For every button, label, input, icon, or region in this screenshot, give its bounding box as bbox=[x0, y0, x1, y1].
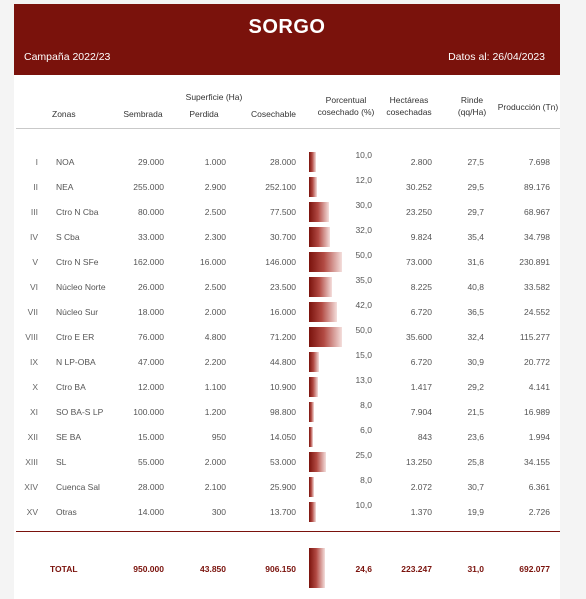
pct-value: 13,0 bbox=[355, 375, 372, 385]
hectareas-value: 73.000 bbox=[406, 257, 432, 267]
perdida-value: 1.100 bbox=[204, 382, 226, 392]
header-cosechadas: cosechadas bbox=[386, 107, 432, 117]
total-divider bbox=[16, 531, 560, 532]
perdida-value: 950 bbox=[211, 432, 226, 442]
cosechable-value: 98.800 bbox=[270, 407, 296, 417]
zone-name: SE BA bbox=[56, 432, 82, 442]
zone-number: IV bbox=[29, 232, 38, 242]
pct-bar bbox=[309, 152, 316, 172]
sembrada-value: 12.000 bbox=[138, 382, 164, 392]
rinde-value: 36,5 bbox=[467, 307, 484, 317]
cosechable-value: 71.200 bbox=[270, 332, 296, 342]
zone-name: SL bbox=[56, 457, 67, 467]
zone-number: XII bbox=[27, 432, 38, 442]
pct-bar bbox=[309, 452, 326, 472]
hectareas-value: 23.250 bbox=[406, 207, 432, 217]
pct-bar bbox=[309, 402, 314, 422]
zone-number: III bbox=[30, 207, 38, 217]
pct-value: 8,0 bbox=[360, 400, 372, 410]
total-rinde: 31,0 bbox=[467, 564, 484, 574]
cosechable-value: 146.000 bbox=[265, 257, 296, 267]
header-perdida: Perdida bbox=[189, 109, 219, 119]
rinde-value: 25,8 bbox=[467, 457, 484, 467]
cosechable-value: 252.100 bbox=[265, 182, 296, 192]
produccion-value: 20.772 bbox=[524, 357, 550, 367]
zone-name: Cuenca Sal bbox=[56, 482, 100, 492]
pct-bar bbox=[309, 377, 318, 397]
data-date: Datos al: 26/04/2023 bbox=[448, 51, 545, 63]
zone-name: NOA bbox=[56, 157, 75, 167]
rinde-value: 27,5 bbox=[467, 157, 484, 167]
rinde-value: 21,5 bbox=[467, 407, 484, 417]
total-pct: 24,6 bbox=[355, 564, 372, 574]
perdida-value: 2.200 bbox=[204, 357, 226, 367]
zone-number: VI bbox=[29, 282, 38, 292]
cosechable-value: 16.000 bbox=[270, 307, 296, 317]
pct-value: 6,0 bbox=[360, 425, 372, 435]
hectareas-value: 35.600 bbox=[406, 332, 432, 342]
zone-name: S Cba bbox=[56, 232, 80, 242]
rinde-value: 35,4 bbox=[467, 232, 484, 242]
cosechable-value: 30.700 bbox=[270, 232, 296, 242]
produccion-value: 1.994 bbox=[528, 432, 550, 442]
sembrada-value: 14.000 bbox=[138, 507, 164, 517]
total-cosechable: 906.150 bbox=[265, 564, 296, 574]
produccion-value: 16.989 bbox=[524, 407, 550, 417]
zone-name: Ctro N SFe bbox=[56, 257, 99, 267]
pct-value: 50,0 bbox=[355, 250, 372, 260]
hectareas-value: 1.417 bbox=[410, 382, 432, 392]
sembrada-value: 162.000 bbox=[133, 257, 164, 267]
pct-value: 12,0 bbox=[355, 175, 372, 185]
cosechable-value: 77.500 bbox=[270, 207, 296, 217]
perdida-value: 1.200 bbox=[204, 407, 226, 417]
perdida-value: 4.800 bbox=[204, 332, 226, 342]
hectareas-value: 8.225 bbox=[410, 282, 432, 292]
produccion-value: 4.141 bbox=[528, 382, 550, 392]
perdida-value: 2.900 bbox=[204, 182, 226, 192]
pct-bar bbox=[309, 227, 330, 247]
pct-bar bbox=[309, 252, 342, 272]
cosechable-value: 25.900 bbox=[270, 482, 296, 492]
hectareas-value: 30.252 bbox=[406, 182, 432, 192]
pct-value: 50,0 bbox=[355, 325, 372, 335]
hectareas-value: 7.904 bbox=[410, 407, 432, 417]
header-superficie: Superficie (Ha) bbox=[185, 92, 243, 102]
rinde-value: 32,4 bbox=[467, 332, 484, 342]
sembrada-value: 55.000 bbox=[138, 457, 164, 467]
pct-bar bbox=[309, 352, 319, 372]
perdida-value: 16.000 bbox=[200, 257, 226, 267]
produccion-value: 89.176 bbox=[524, 182, 550, 192]
report-title: SORGO bbox=[248, 16, 326, 38]
cosechable-value: 23.500 bbox=[270, 282, 296, 292]
hectareas-value: 9.824 bbox=[410, 232, 432, 242]
pct-bar bbox=[309, 502, 316, 522]
header-zonas: Zonas bbox=[52, 109, 76, 119]
pct-bar bbox=[309, 427, 313, 447]
cosechable-value: 44.800 bbox=[270, 357, 296, 367]
sembrada-value: 80.000 bbox=[138, 207, 164, 217]
rinde-value: 29,7 bbox=[467, 207, 484, 217]
header-sembrada: Sembrada bbox=[123, 109, 163, 119]
campaign-label: Campaña 2022/23 bbox=[24, 51, 111, 63]
produccion-value: 34.155 bbox=[524, 457, 550, 467]
perdida-value: 2.000 bbox=[204, 307, 226, 317]
perdida-value: 2.300 bbox=[204, 232, 226, 242]
rinde-value: 31,6 bbox=[467, 257, 484, 267]
hectareas-value: 6.720 bbox=[410, 357, 432, 367]
header-rinde-unit: (qq/Ha) bbox=[457, 107, 487, 117]
zone-name: Ctro N Cba bbox=[56, 207, 99, 217]
pct-value: 32,0 bbox=[355, 225, 372, 235]
zone-name: Ctro BA bbox=[56, 382, 86, 392]
rinde-value: 19,9 bbox=[467, 507, 484, 517]
zone-number: IX bbox=[29, 357, 38, 367]
zone-name: SO BA-S LP bbox=[56, 407, 104, 417]
cosechable-value: 13.700 bbox=[270, 507, 296, 517]
zone-number: VII bbox=[27, 307, 38, 317]
cosechable-value: 53.000 bbox=[270, 457, 296, 467]
perdida-value: 1.000 bbox=[204, 157, 226, 167]
total-label: TOTAL bbox=[50, 564, 78, 574]
zone-number: XI bbox=[29, 407, 38, 417]
cosechable-value: 14.050 bbox=[270, 432, 296, 442]
produccion-value: 24.552 bbox=[524, 307, 550, 317]
zone-number: X bbox=[32, 382, 38, 392]
header-rinde: Rinde bbox=[460, 95, 484, 105]
zone-name: Núcleo Norte bbox=[56, 282, 106, 292]
header-cosechable: Cosechable bbox=[251, 109, 296, 119]
cosechable-value: 28.000 bbox=[270, 157, 296, 167]
total-perdida: 43.850 bbox=[200, 564, 226, 574]
rinde-value: 30,7 bbox=[467, 482, 484, 492]
rinde-value: 40,8 bbox=[467, 282, 484, 292]
zone-name: Ctro E ER bbox=[56, 332, 95, 342]
produccion-value: 230.891 bbox=[519, 257, 550, 267]
sembrada-value: 26.000 bbox=[138, 282, 164, 292]
pct-value: 15,0 bbox=[355, 350, 372, 360]
total-produccion: 692.077 bbox=[519, 564, 550, 574]
zone-name: N LP-OBA bbox=[56, 357, 96, 367]
pct-value: 35,0 bbox=[355, 275, 372, 285]
sembrada-value: 76.000 bbox=[138, 332, 164, 342]
pct-value: 30,0 bbox=[355, 200, 372, 210]
hectareas-value: 1.370 bbox=[410, 507, 432, 517]
header-hectareas: Hectáreas bbox=[389, 95, 429, 105]
total-hectareas: 223.247 bbox=[401, 564, 432, 574]
sembrada-value: 255.000 bbox=[133, 182, 164, 192]
produccion-value: 68.967 bbox=[524, 207, 550, 217]
hectareas-value: 2.800 bbox=[410, 157, 432, 167]
sembrada-value: 28.000 bbox=[138, 482, 164, 492]
zone-number: XIII bbox=[25, 457, 38, 467]
pct-value: 10,0 bbox=[355, 500, 372, 510]
hectareas-value: 6.720 bbox=[410, 307, 432, 317]
rinde-value: 29,2 bbox=[467, 382, 484, 392]
produccion-value: 33.582 bbox=[524, 282, 550, 292]
hectareas-value: 13.250 bbox=[406, 457, 432, 467]
header-divider bbox=[16, 128, 560, 129]
pct-bar bbox=[309, 277, 332, 297]
rinde-value: 23,6 bbox=[467, 432, 484, 442]
zone-number: VIII bbox=[25, 332, 38, 342]
pct-value: 42,0 bbox=[355, 300, 372, 310]
perdida-value: 300 bbox=[211, 507, 226, 517]
perdida-value: 2.500 bbox=[204, 282, 226, 292]
cosechable-value: 10.900 bbox=[270, 382, 296, 392]
sembrada-value: 18.000 bbox=[138, 307, 164, 317]
produccion-value: 7.698 bbox=[528, 157, 550, 167]
produccion-value: 2.726 bbox=[528, 507, 550, 517]
header-cosechado-pct: cosechado (%) bbox=[317, 107, 375, 117]
sembrada-value: 15.000 bbox=[138, 432, 164, 442]
perdida-value: 2.000 bbox=[204, 457, 226, 467]
total-pct-bar bbox=[309, 548, 325, 588]
pct-bar bbox=[309, 177, 317, 197]
hectareas-value: 843 bbox=[417, 432, 432, 442]
zone-number: II bbox=[33, 182, 38, 192]
perdida-value: 2.100 bbox=[204, 482, 226, 492]
produccion-value: 6.361 bbox=[528, 482, 550, 492]
pct-value: 8,0 bbox=[360, 475, 372, 485]
rinde-value: 30,9 bbox=[467, 357, 484, 367]
header-produccion: Producción (Tn) bbox=[497, 102, 559, 112]
sembrada-value: 29.000 bbox=[138, 157, 164, 167]
zone-name: NEA bbox=[56, 182, 74, 192]
zone-name: Núcleo Sur bbox=[56, 307, 99, 317]
zone-number: V bbox=[32, 257, 38, 267]
sembrada-value: 47.000 bbox=[138, 357, 164, 367]
pct-bar bbox=[309, 477, 314, 497]
zone-number: XIV bbox=[24, 482, 38, 492]
pct-value: 10,0 bbox=[355, 150, 372, 160]
header-porcentual: Porcentual bbox=[325, 95, 367, 105]
zone-number: XV bbox=[26, 507, 38, 517]
hectareas-value: 2.072 bbox=[410, 482, 432, 492]
sembrada-value: 33.000 bbox=[138, 232, 164, 242]
pct-bar bbox=[309, 302, 337, 322]
report-sheet bbox=[14, 4, 560, 599]
rinde-value: 29,5 bbox=[467, 182, 484, 192]
pct-bar bbox=[309, 327, 342, 347]
sembrada-value: 100.000 bbox=[133, 407, 164, 417]
zone-number: I bbox=[35, 157, 38, 167]
pct-value: 25,0 bbox=[355, 450, 372, 460]
produccion-value: 34.798 bbox=[524, 232, 550, 242]
report-banner bbox=[14, 4, 560, 75]
total-sembrada: 950.000 bbox=[133, 564, 164, 574]
produccion-value: 115.277 bbox=[519, 332, 550, 342]
zone-name: Otras bbox=[56, 507, 77, 517]
pct-bar bbox=[309, 202, 329, 222]
perdida-value: 2.500 bbox=[204, 207, 226, 217]
